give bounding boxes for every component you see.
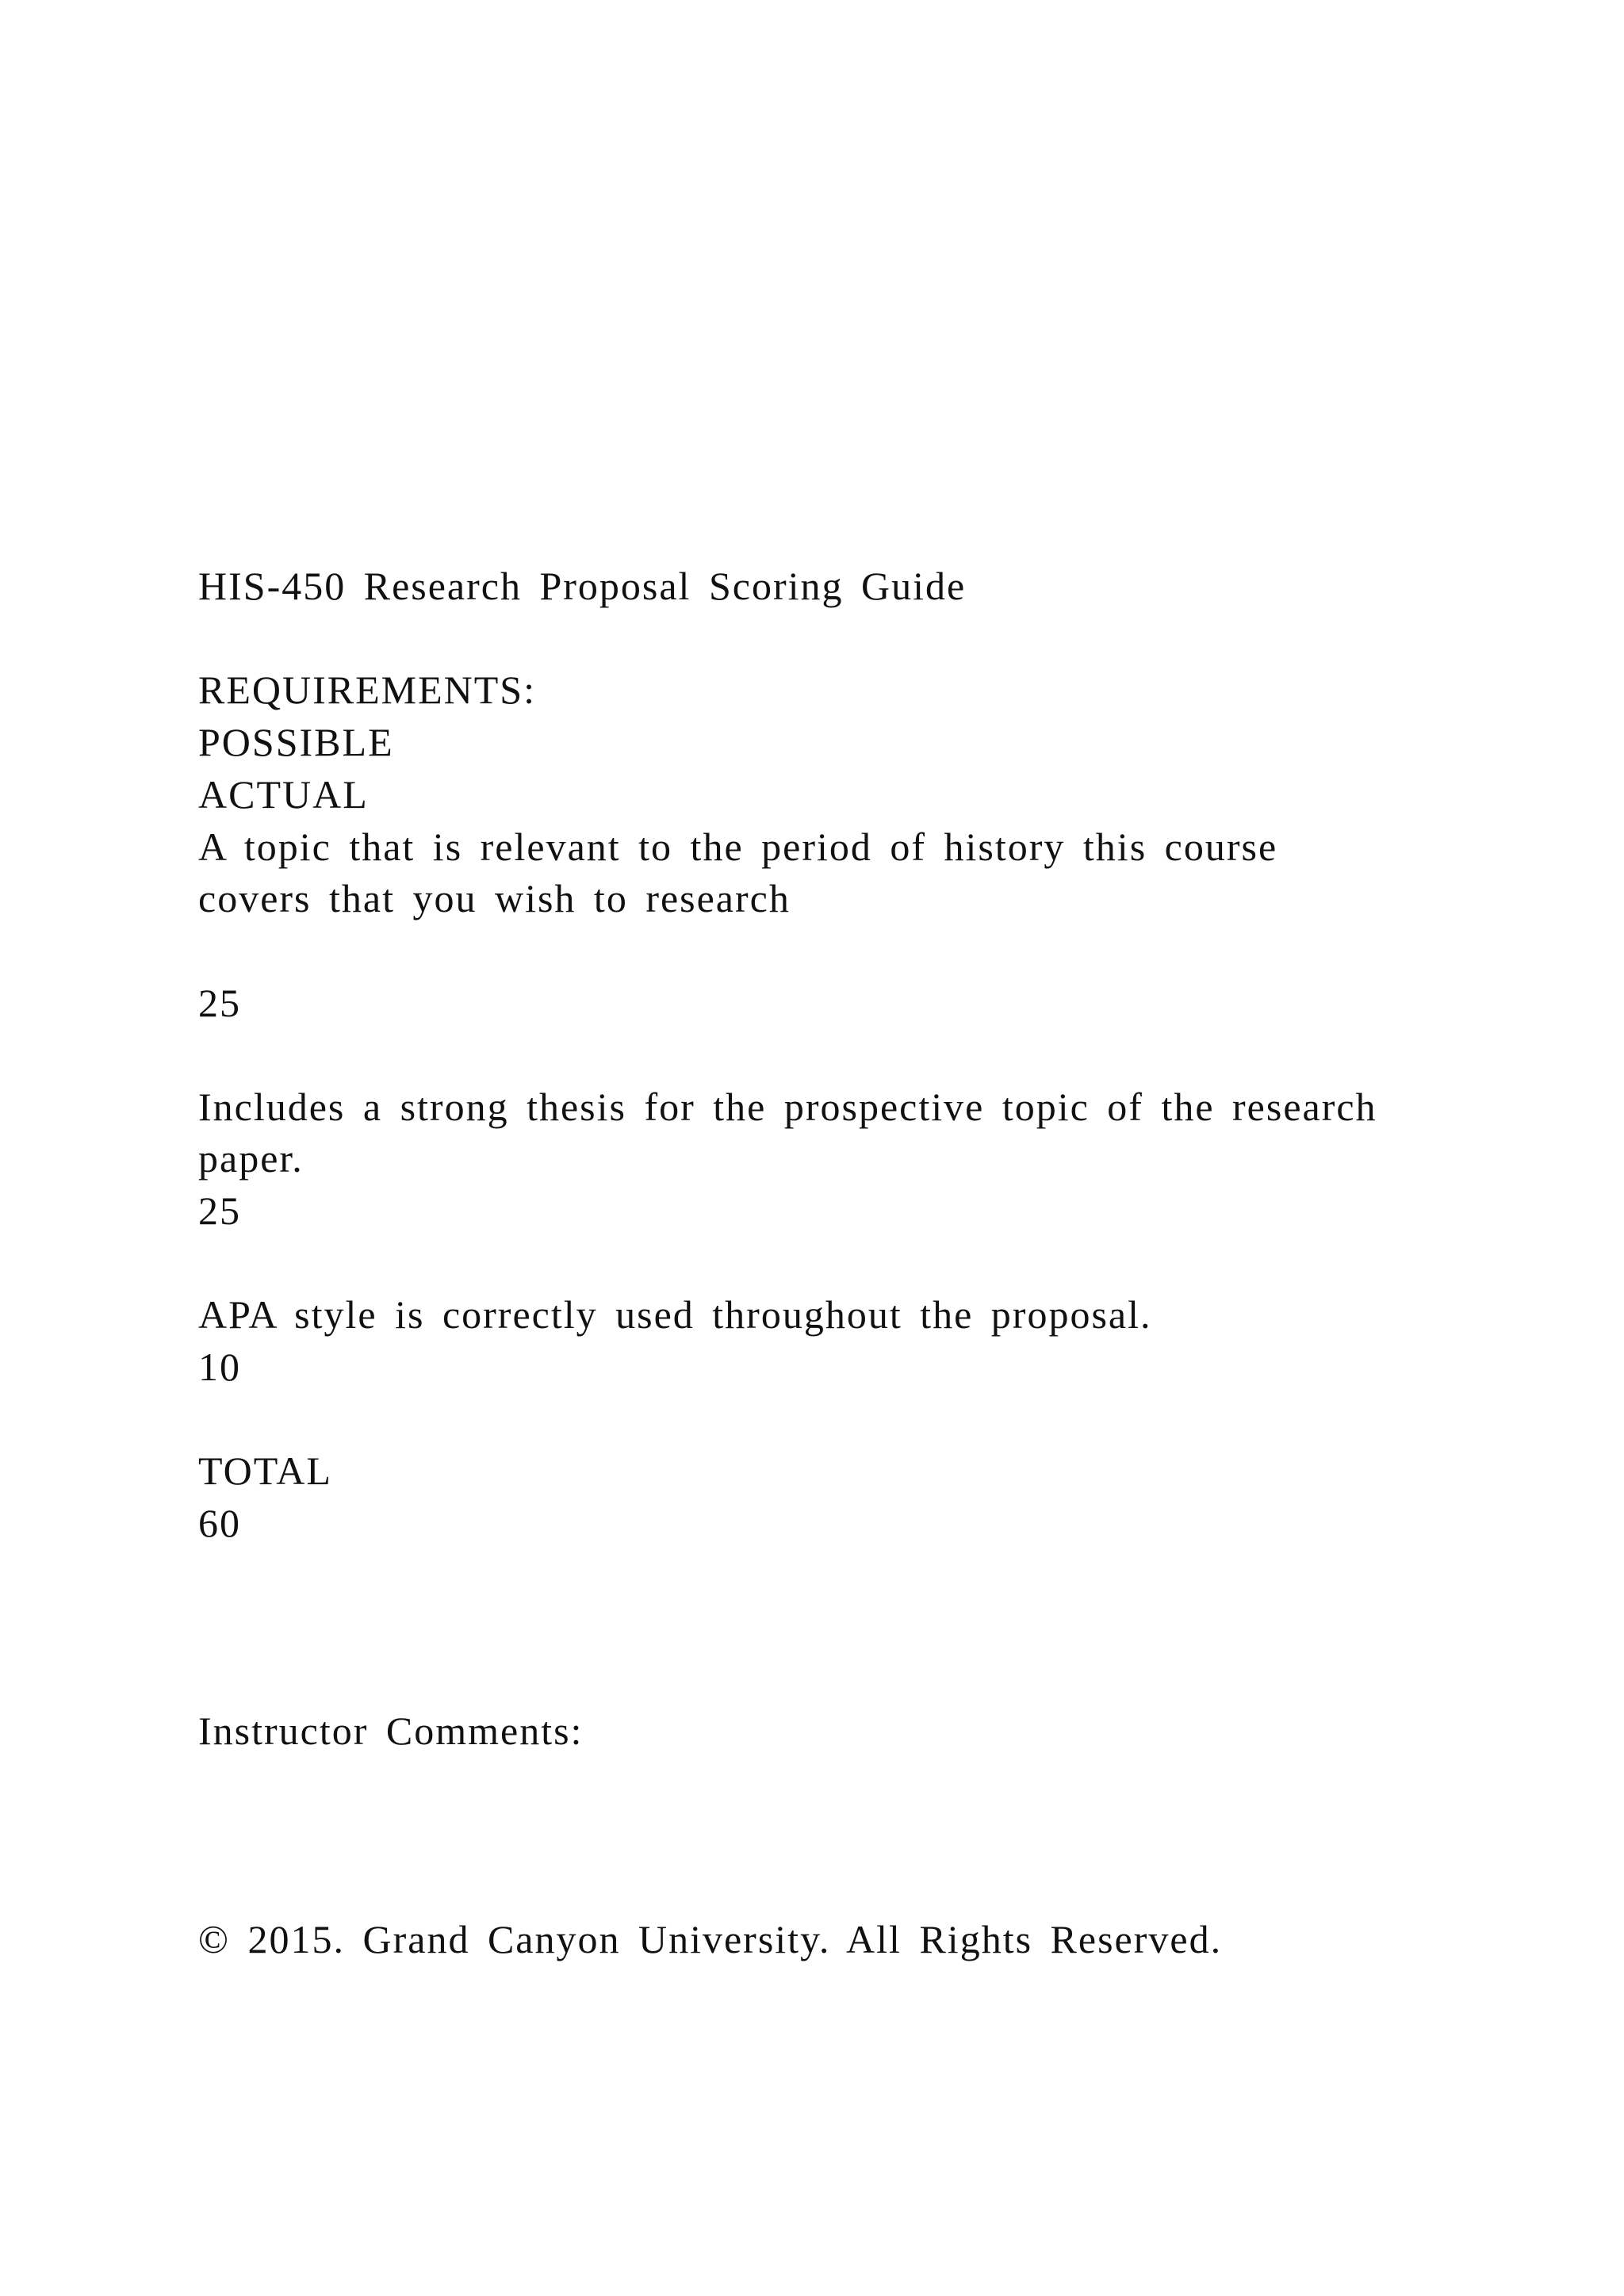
criterion-1-text-line-2: covers that you wish to research — [198, 876, 791, 920]
copyright-notice: © 2015. Grand Canyon University. All Rights Reserved. — [198, 1917, 1223, 1961]
criterion-2-text-line-2: paper. — [198, 1136, 304, 1181]
criterion-2-possible-points: 25 — [198, 1188, 241, 1233]
total-label: TOTAL — [198, 1448, 332, 1493]
total-value: 60 — [198, 1501, 241, 1545]
criterion-3-possible-points: 10 — [198, 1345, 241, 1389]
criterion-3-text: APA style is correctly used throughout the proposal. — [198, 1292, 1152, 1337]
instructor-comments-label: Instructor Comments: — [198, 1709, 584, 1753]
document-title: HIS-450 Research Proposal Scoring Guide — [198, 564, 967, 608]
requirements-heading: REQUIREMENTS: — [198, 668, 536, 712]
actual-column-heading: ACTUAL — [198, 772, 369, 817]
criterion-1-possible-points: 25 — [198, 981, 241, 1025]
possible-column-heading: POSSIBLE — [198, 720, 394, 764]
criterion-1-text-line-1: A topic that is relevant to the period of history this course — [198, 825, 1278, 869]
criterion-2-text-line-1: Includes a strong thesis for the prospective topic of the research — [198, 1085, 1377, 1129]
